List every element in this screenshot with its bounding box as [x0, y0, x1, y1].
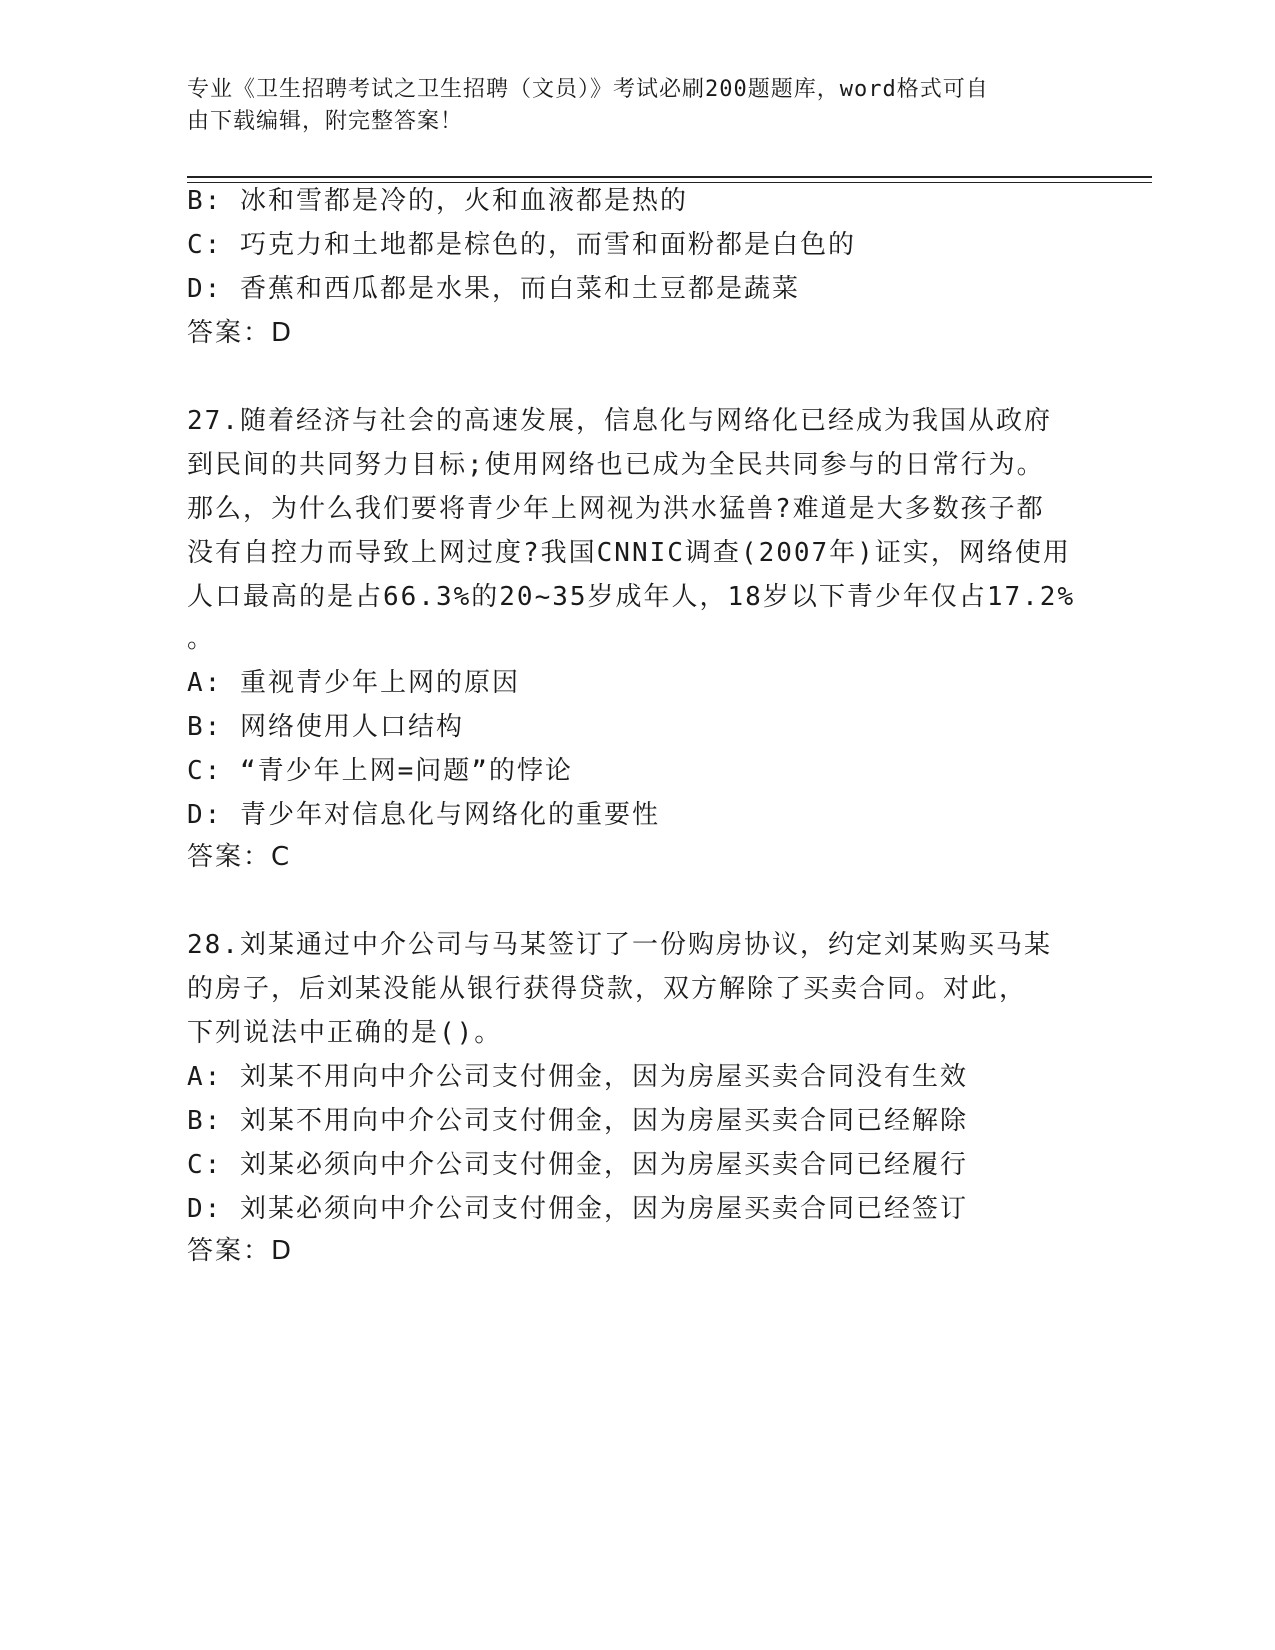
header-line-1: 专业《卫生招聘考试之卫生招聘（文员）》考试必刷200题题库，word格式可自 [187, 77, 989, 102]
q28-stem-line-1: 28.刘某通过中介公司与马某签订了一份购房协议，约定刘某购买马某 [187, 930, 1052, 960]
q27-option-c: C: “青少年上网=问题”的悖论 [187, 756, 573, 786]
q28-option-c: C: 刘某必须向中介公司支付佣金，因为房屋买卖合同已经履行 [187, 1150, 968, 1180]
q28-stem-line-2: 的房子，后刘某没能从银行获得贷款，双方解除了买卖合同。对此， [187, 974, 1028, 1004]
q27-stem-line-2: 到民间的共同努力目标;使用网络也已成为全民共同参与的日常行为。 [187, 450, 1045, 480]
q28-answer: 答案：D [187, 1236, 294, 1266]
q27-option-a: A: 重视青少年上网的原因 [187, 668, 520, 698]
q28-stem-line-3: 下列说法中正确的是()。 [187, 1018, 503, 1048]
q26-answer: 答案：D [187, 318, 294, 348]
document-header [187, 74, 1067, 138]
q26-option-c: C: 巧克力和土地都是棕色的，而雪和面粉都是白色的 [187, 230, 856, 260]
q27-option-d: D: 青少年对信息化与网络化的重要性 [187, 800, 660, 830]
header-rule-thin [187, 182, 1152, 183]
q27-stem-line-3: 那么，为什么我们要将青少年上网视为洪水猛兽?难道是大多数孩子都 [187, 494, 1045, 524]
q27-stem-line-6: 。 [187, 624, 216, 654]
header-rule-thick [187, 176, 1152, 178]
q28-option-b: B: 刘某不用向中介公司支付佣金，因为房屋买卖合同已经解除 [187, 1106, 968, 1136]
q28-option-a: A: 刘某不用向中介公司支付佣金，因为房屋买卖合同没有生效 [187, 1062, 968, 1092]
q27-option-b: B: 网络使用人口结构 [187, 712, 464, 742]
q28-option-d: D: 刘某必须向中介公司支付佣金，因为房屋买卖合同已经签订 [187, 1194, 968, 1224]
q27-stem-line-4: 没有自控力而导致上网过度?我国CNNIC调查(2007年)证实，网络使用 [187, 538, 1071, 568]
q27-stem-line-5: 人口最高的是占66.3%的20~35岁成年人，18岁以下青少年仅占17.2% [187, 582, 1076, 612]
q27-stem-line-1: 27.随着经济与社会的高速发展，信息化与网络化已经成为我国从政府 [187, 406, 1052, 436]
header-line-2: 由下载编辑，附完整答案！ [187, 109, 464, 134]
q26-option-d: D: 香蕉和西瓜都是水果，而白菜和土豆都是蔬菜 [187, 274, 800, 304]
q27-answer: 答案：C [187, 842, 292, 872]
q26-option-b: B: 冰和雪都是冷的，火和血液都是热的 [187, 186, 688, 216]
